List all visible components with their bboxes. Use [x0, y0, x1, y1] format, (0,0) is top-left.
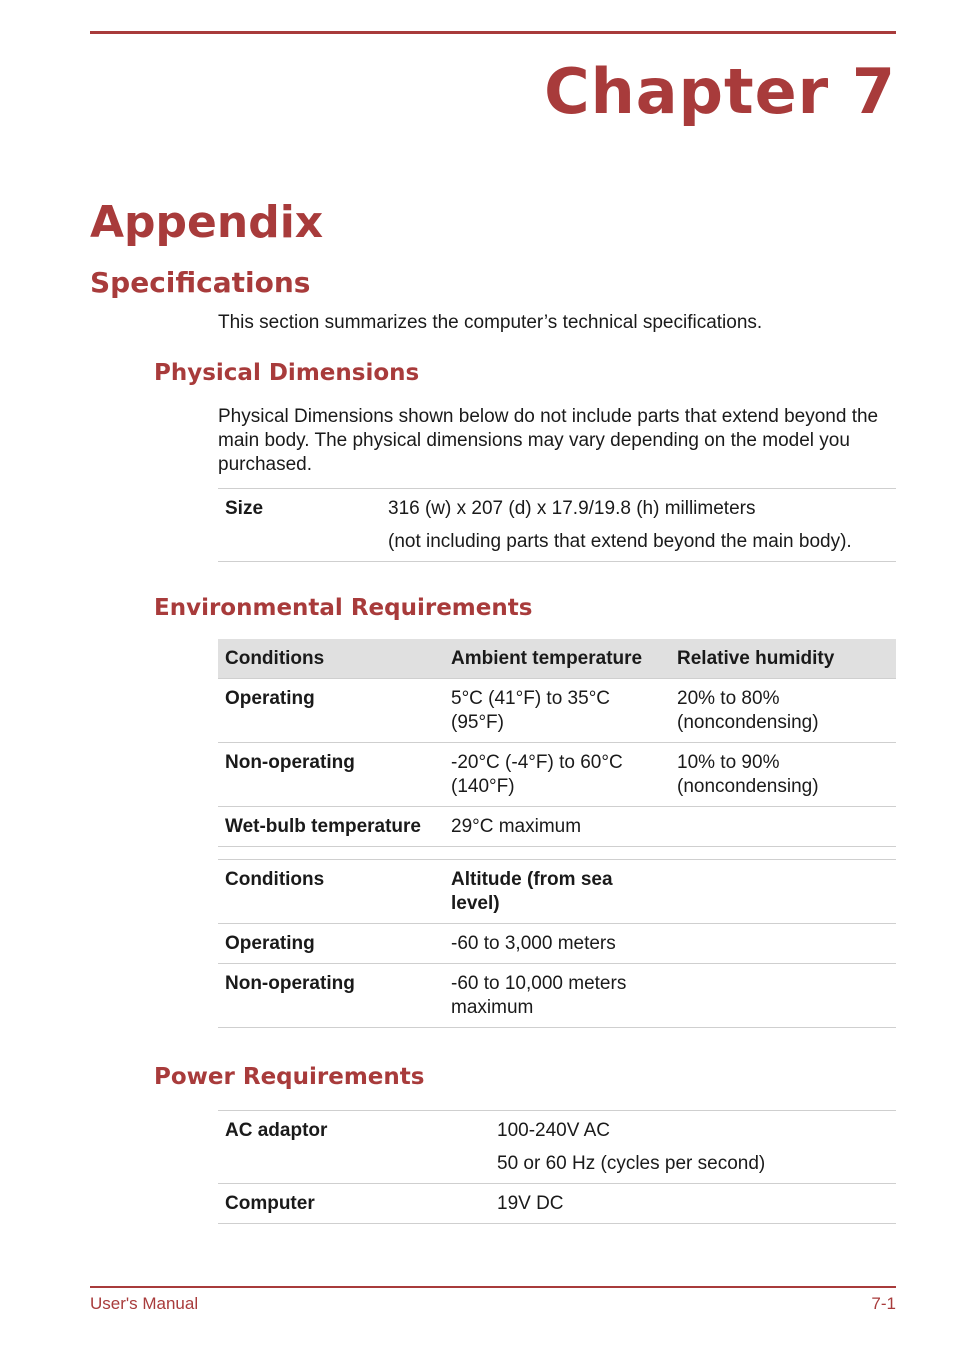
- ac-adaptor-voltage: 100-240V AC: [497, 1120, 611, 1141]
- physical-dimensions-text: Physical Dimensions shown below do not include parts that extend beyond the main body. The physical dimensions may vary depending on the model you purchased.: [218, 406, 879, 475]
- header-ambient-temperature: Ambient temperature: [444, 639, 670, 679]
- size-label: Size: [218, 489, 381, 562]
- row-label: Wet-bulb temperature: [218, 807, 444, 847]
- row-temperature: 29°C maximum: [444, 807, 670, 847]
- row-humidity: 10% to 90% (noncondensing): [670, 743, 896, 807]
- table-header-row: [218, 639, 896, 679]
- row-temperature: -20°C (-4°F) to 60°C (140°F): [444, 743, 670, 807]
- header-relative-humidity: Relative humidity: [670, 639, 896, 679]
- altitude-header-conditions: Conditions: [218, 860, 444, 924]
- size-value-note: (not including parts that extend beyond the main body).: [388, 531, 852, 552]
- footer-page-number: 7-1: [871, 1294, 896, 1313]
- table-row: [218, 964, 896, 1028]
- ac-adaptor-frequency: 50 or 60 Hz (cycles per second): [497, 1153, 766, 1174]
- row-altitude: -60 to 10,000 meters maximum: [444, 964, 670, 1028]
- row-humidity: [670, 807, 896, 847]
- table-row: [218, 743, 896, 807]
- ac-adaptor-label: AC adaptor: [218, 1111, 490, 1184]
- table-row: [218, 679, 896, 743]
- row-humidity: 20% to 80% (noncondensing): [670, 679, 896, 743]
- physical-dimensions-table: [218, 488, 896, 562]
- table-row: [218, 807, 896, 847]
- environmental-table: [218, 639, 896, 1028]
- table-row: [218, 860, 896, 924]
- chapter-title: Chapter 7: [544, 55, 896, 128]
- page-title: Appendix: [90, 197, 324, 248]
- row-label: Non-operating: [218, 964, 444, 1028]
- table-row: [218, 1184, 896, 1224]
- heading-power-requirements: Power Requirements: [154, 1064, 425, 1090]
- row-altitude: -60 to 3,000 meters: [444, 924, 670, 964]
- ac-adaptor-value: [490, 1111, 896, 1184]
- table-row: [218, 1111, 896, 1184]
- row-temperature: 5°C (41°F) to 35°C (95°F): [444, 679, 670, 743]
- table-row: [218, 924, 896, 964]
- size-value-dimensions: 316 (w) x 207 (d) x 17.9/19.8 (h) millimeters: [388, 498, 756, 519]
- bottom-rule: [90, 1286, 896, 1288]
- computer-label: Computer: [218, 1184, 490, 1224]
- row-label: Operating: [218, 924, 444, 964]
- section-title-specifications: Specifications: [90, 266, 311, 299]
- computer-value: 19V DC: [490, 1184, 896, 1224]
- altitude-header-altitude: Altitude (from sea level): [444, 860, 670, 924]
- heading-environmental-requirements: Environmental Requirements: [154, 595, 533, 621]
- section-intro: This section summarizes the computer’s technical specifications.: [218, 312, 763, 333]
- table-spacer-row: [218, 847, 896, 860]
- row-label: Operating: [218, 679, 444, 743]
- header-conditions: Conditions: [218, 639, 444, 679]
- row-label: Non-operating: [218, 743, 444, 807]
- table-row: [218, 489, 896, 562]
- power-table: [218, 1110, 896, 1224]
- footer-manual-name: User's Manual: [90, 1294, 199, 1313]
- heading-physical-dimensions: Physical Dimensions: [154, 360, 420, 386]
- top-rule: [90, 31, 896, 34]
- size-value: [381, 489, 896, 562]
